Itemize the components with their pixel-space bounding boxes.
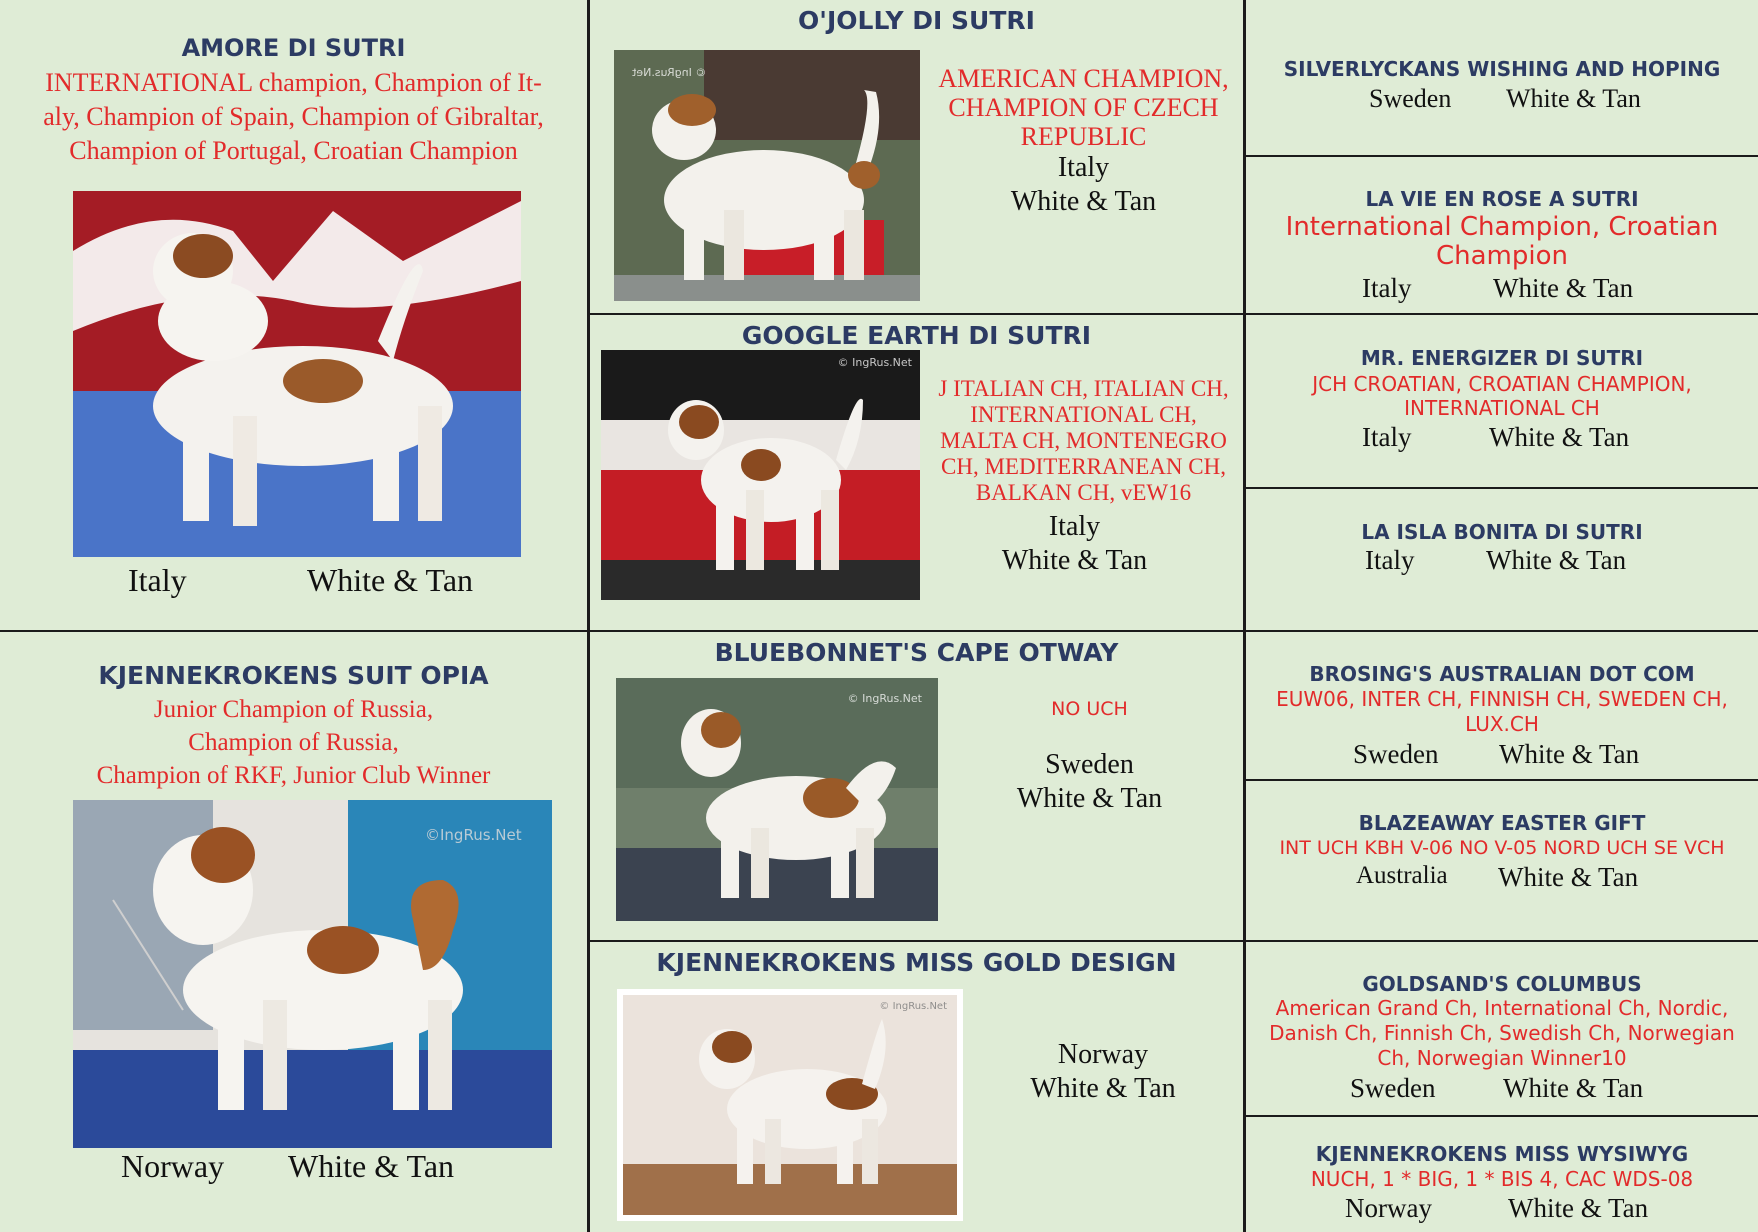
dog-color: White & Tan xyxy=(1010,186,1157,217)
dog-country: Italy xyxy=(128,562,187,598)
dog-card-blazeaway xyxy=(1246,781,1758,940)
dog-color: White & Tan xyxy=(307,562,474,598)
dog-photo xyxy=(616,678,938,921)
dog-country: Italy xyxy=(1362,422,1412,452)
dog-titles: JCH CROATIAN, CROATIAN CHAMPION, INTERNATIONAL CH xyxy=(1312,372,1692,420)
dog-color: White & Tan xyxy=(1016,783,1163,814)
dog-country: Sweden xyxy=(1353,739,1439,769)
dog-country: Sweden xyxy=(1350,1073,1436,1103)
dog-photo xyxy=(601,350,920,600)
dog-color: White & Tan xyxy=(1506,84,1641,113)
photo-watermark: © IngRus.Net xyxy=(847,692,922,705)
dog-color: White & Tan xyxy=(1001,545,1148,576)
dog-color: White & Tan xyxy=(1489,422,1630,452)
dog-name: BLUEBONNET'S CAPE OTWAY xyxy=(714,638,1119,667)
dog-name: GOOGLE EARTH DI SUTRI xyxy=(741,321,1092,350)
dog-name: O'JOLLY DI SUTRI xyxy=(798,6,1035,35)
dog-card-brosing xyxy=(1246,632,1758,779)
dog-name: LA VIE EN ROSE A SUTRI xyxy=(1365,187,1639,211)
dog-card-suitopia xyxy=(0,632,587,1232)
dog-titles: American Grand Ch, International Ch, Nordic, Danish Ch, Finnish Ch, Swedish Ch, Norwegian Ch, Norwegian Winner10 xyxy=(1269,996,1735,1070)
photo-watermark: © IngRus.Net xyxy=(879,1001,947,1012)
dog-country: Italy xyxy=(1057,152,1110,183)
dog-country: Italy xyxy=(1362,273,1412,303)
dog-name: MR. ENERGIZER DI SUTRI xyxy=(1360,346,1644,370)
photo-watermark: © IngRus.Net xyxy=(837,356,912,369)
dog-card-lavie xyxy=(1246,157,1758,313)
dog-card-goldsand xyxy=(1246,942,1758,1115)
dog-card-ojolly xyxy=(590,0,1243,313)
dog-country: Norway xyxy=(121,1148,225,1184)
dog-color: White & Tan xyxy=(1498,862,1639,892)
dog-card-bluebonnet xyxy=(590,632,1243,940)
dog-name: SILVERLYCKANS WISHING AND HOPING xyxy=(1283,57,1721,81)
dog-country: Sweden xyxy=(1369,84,1452,113)
dog-card-energizer xyxy=(1246,315,1758,487)
dog-card-wysiwyg xyxy=(1246,1117,1758,1232)
dog-photo xyxy=(614,50,920,301)
dog-name: LA ISLA BONITA DI SUTRI xyxy=(1361,520,1643,544)
dog-card-google xyxy=(590,315,1243,630)
dog-titles: Junior Champion of Russia, Champion of Russia, Champion of RKF, Junior Club Winner xyxy=(96,696,491,789)
dog-country: Sweden xyxy=(1045,749,1134,780)
dog-name: KJENNEKROKENS MISS GOLD DESIGN xyxy=(656,948,1177,977)
dog-titles: NO UCH xyxy=(1051,698,1128,720)
dog-card-missgold xyxy=(590,942,1243,1232)
dog-photo xyxy=(73,800,552,1148)
dog-card-laisla xyxy=(1246,489,1758,630)
dog-titles: J ITALIAN CH, ITALIAN CH, INTERNATIONAL CH, MALTA CH, MONTENEGRO CH, MEDITERRANEAN CH, BALKAN CH, vEW16 xyxy=(938,376,1229,505)
dog-card-silverlyckans xyxy=(1246,0,1758,155)
dog-photo xyxy=(73,191,521,557)
dog-country: Italy xyxy=(1048,511,1101,542)
dog-color: White & Tan xyxy=(1503,1073,1644,1103)
photo-watermark: ©IngRus.Net xyxy=(425,826,522,844)
dog-color: White & Tan xyxy=(288,1148,455,1184)
dog-name: BROSING'S AUSTRALIAN DOT COM xyxy=(1309,662,1695,686)
photo-watermark: © IngRus.Net xyxy=(632,66,707,79)
dog-titles: International Champion, Croatian Champion xyxy=(1285,212,1719,271)
dog-color: White & Tan xyxy=(1486,545,1627,575)
dog-country: Italy xyxy=(1365,545,1415,575)
dog-color: White & Tan xyxy=(1508,1193,1649,1223)
dog-titles: NUCH, 1 * BIG, 1 * BIS 4, CAC WDS-08 xyxy=(1310,1167,1694,1191)
dog-name: BLAZEAWAY EASTER GIFT xyxy=(1358,811,1646,835)
dog-titles: EUW06, INTER CH, FINNISH CH, SWEDEN CH, LUX.CH xyxy=(1276,687,1728,736)
dog-country: Norway xyxy=(1057,1039,1149,1070)
dog-titles: INT UCH KBH V-06 NO V-05 NORD UCH SE VCH xyxy=(1279,837,1725,859)
dog-name: AMORE DI SUTRI xyxy=(181,34,406,62)
dog-color: White & Tan xyxy=(1493,273,1634,303)
dog-name: GOLDSAND'S COLUMBUS xyxy=(1362,972,1642,996)
dog-titles: INTERNATIONAL champion, Champion of It- aly, Champion of Spain, Champion of Gibraltar, Champion of Portugal, Croatian Champion xyxy=(43,68,544,165)
dog-name: KJENNEKROKENS SUIT OPIA xyxy=(98,661,489,690)
dog-country: Australia xyxy=(1356,862,1448,889)
dog-color: White & Tan xyxy=(1499,739,1640,769)
dog-country: Norway xyxy=(1345,1193,1432,1223)
dog-titles: AMERICAN CHAMPION, CHAMPION OF CZECH REPUBLIC xyxy=(938,64,1229,151)
dog-color: White & Tan xyxy=(1030,1073,1176,1104)
dog-photo xyxy=(617,989,963,1221)
dog-card-amore xyxy=(0,0,587,630)
dog-name: KJENNEKROKENS MISS WYSIWYG xyxy=(1315,1142,1689,1166)
